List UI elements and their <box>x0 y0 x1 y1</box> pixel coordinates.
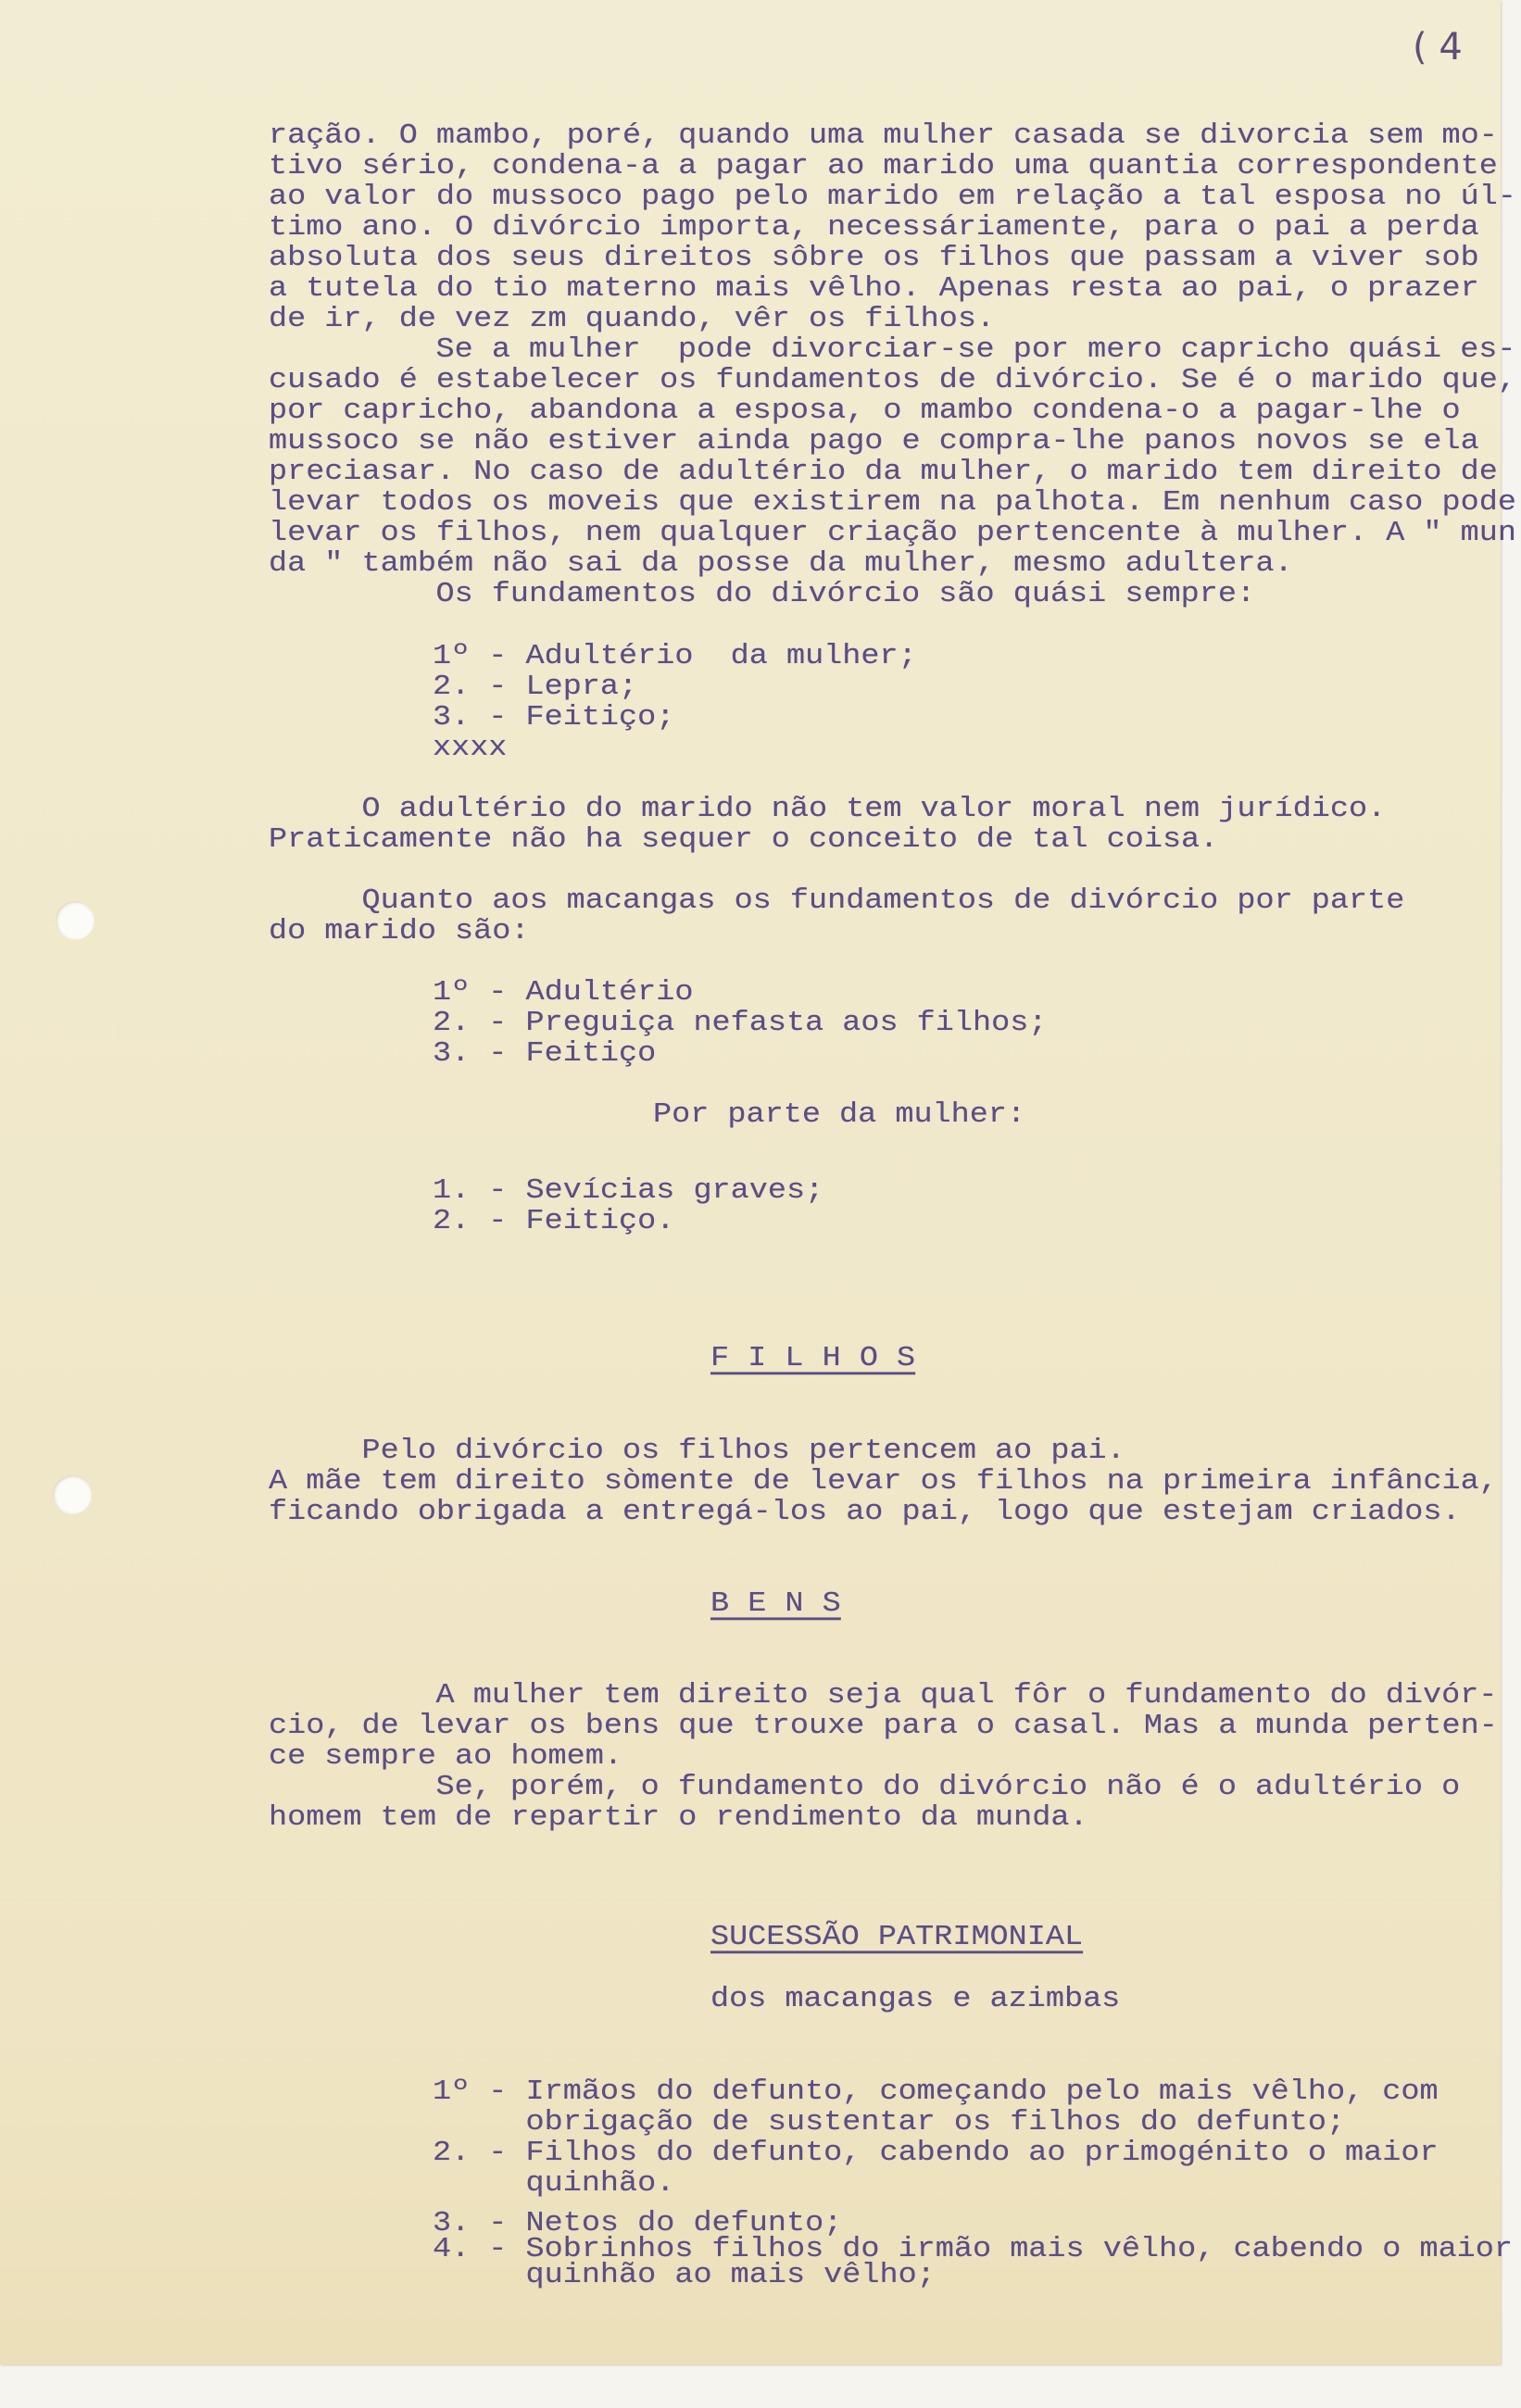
list-item: 1º - Adultério <box>433 976 694 1010</box>
text-line: do marido são: <box>269 915 530 948</box>
page-number: ( 4 <box>1413 26 1463 69</box>
text-line: Se, porém, o fundamento do divórcio não é o adultério o <box>343 1771 1461 1804</box>
list-item: 1º - Adultério da mulher; <box>433 640 917 673</box>
text-line: ce sempre ao homem. <box>269 1740 622 1774</box>
text-line: timo ano. O divórcio importa, necessáriamente, para o pai a perda <box>269 211 1479 245</box>
list-item: 2. - Filhos do defunto, cabendo ao primogénito o maior <box>433 2137 1439 2170</box>
list-item: 3. - Feitiço <box>433 1037 657 1071</box>
list-item: 2. - Lepra; <box>433 671 638 704</box>
heading-sucessao: SUCESSÃO PATRIMONIAL <box>710 1921 1084 1954</box>
text-line: O adultério do marido não tem valor moral nem jurídico. <box>269 793 1387 826</box>
text-line: cusado é estabelecer os fundamentos de divórcio. Se é o marido que, <box>269 364 1516 397</box>
list-item: 3. - Netos do defunto; <box>433 2207 843 2240</box>
text-line: Se a mulher pode divorciar-se por mero capricho quási es- <box>343 333 1516 367</box>
text-line: a tutela do tio materno mais vêlho. Apenas resta ao pai, o prazer <box>269 272 1479 306</box>
text-line: A mulher tem direito seja qual fôr o fundamento do divór- <box>343 1679 1498 1712</box>
text-line: da " também não sai da posse da mulher, mesmo adultera. <box>269 547 1293 581</box>
text-line: mussoco se não estiver ainda pago e compra-lhe panos novos se ela <box>269 425 1479 458</box>
list-item: 3. - Feitiço; <box>433 701 675 734</box>
list-item: quinhão ao mais vêlho; <box>433 2259 936 2292</box>
text-line: ficando obrigada a entregá-los ao pai, logo que estejam criados. <box>269 1496 1461 1529</box>
text-line: de ir, de vez zm quando, vêr os filhos. <box>269 303 996 336</box>
text-line: Praticamente não ha sequer o conceito de tal coisa. <box>269 823 1219 857</box>
subheading-wife: Por parte da mulher: <box>653 1098 1026 1132</box>
list-item: 4. - Sobrinhos filhos do irmão mais vêlho, cabendo o maior <box>433 2233 1513 2266</box>
list-item: 2. - Feitiço. <box>433 1205 675 1238</box>
list-item: quinhão. <box>433 2167 675 2201</box>
text-line: Os fundamentos do divórcio são quási sempre: <box>343 578 1256 611</box>
list-item: 1. - Sevícias graves; <box>433 1174 824 1208</box>
text-line: tivo sério, condena-a a pagar ao marido uma quantia correspondente <box>269 150 1498 183</box>
text-line: ao valor do mussoco pago pelo marido em relação a tal esposa no úl- <box>269 181 1516 214</box>
text-line: por capricho, abandona a esposa, o mambo condena-o a pagar-lhe o <box>269 395 1461 428</box>
text-line: ração. O mambo, poré, quando uma mulher casada se divorcia sem mo- <box>269 119 1498 153</box>
heading-bens: B E N S <box>710 1587 841 1621</box>
punch-hole-top <box>56 901 94 940</box>
text-line: Pelo divórcio os filhos pertencem ao pai. <box>269 1435 1125 1468</box>
punch-hole-bottom <box>53 1475 92 1514</box>
text-line: Quanto aos macangas os fundamentos de divórcio por parte <box>269 884 1405 918</box>
text-line: A mãe tem direito sòmente de levar os filhos na primeira infância, <box>269 1465 1498 1499</box>
heading-filhos: F I L H O S <box>710 1342 916 1375</box>
text-line: levar os filhos, nem qualquer criação pertencente à mulher. A " mun <box>269 517 1516 550</box>
subheading-sucessao: dos macangas e azimbas <box>710 1983 1121 2016</box>
text-line: preciasar. No caso de adultério da mulher, o marido tem direito de <box>269 456 1498 489</box>
struck-text: xxxx <box>433 732 508 765</box>
list-item: 1º - Irmãos do defunto, começando pelo mais vêlho, com <box>433 2076 1439 2109</box>
list-item: 2. - Preguiça nefasta aos filhos; <box>433 1007 1048 1040</box>
text-line: homem tem de repartir o rendimento da munda. <box>269 1801 1088 1835</box>
text-line: cio, de levar os bens que trouxe para o casal. Mas a munda perten- <box>269 1710 1498 1743</box>
text-line: levar todos os moveis que existirem na palhota. Em nenhum caso pode <box>269 486 1516 520</box>
text-line: absoluta dos seus direitos sôbre os filhos que passam a viver sob <box>269 242 1479 275</box>
list-item: obrigação de sustentar os filhos do defunto; <box>433 2106 1346 2139</box>
